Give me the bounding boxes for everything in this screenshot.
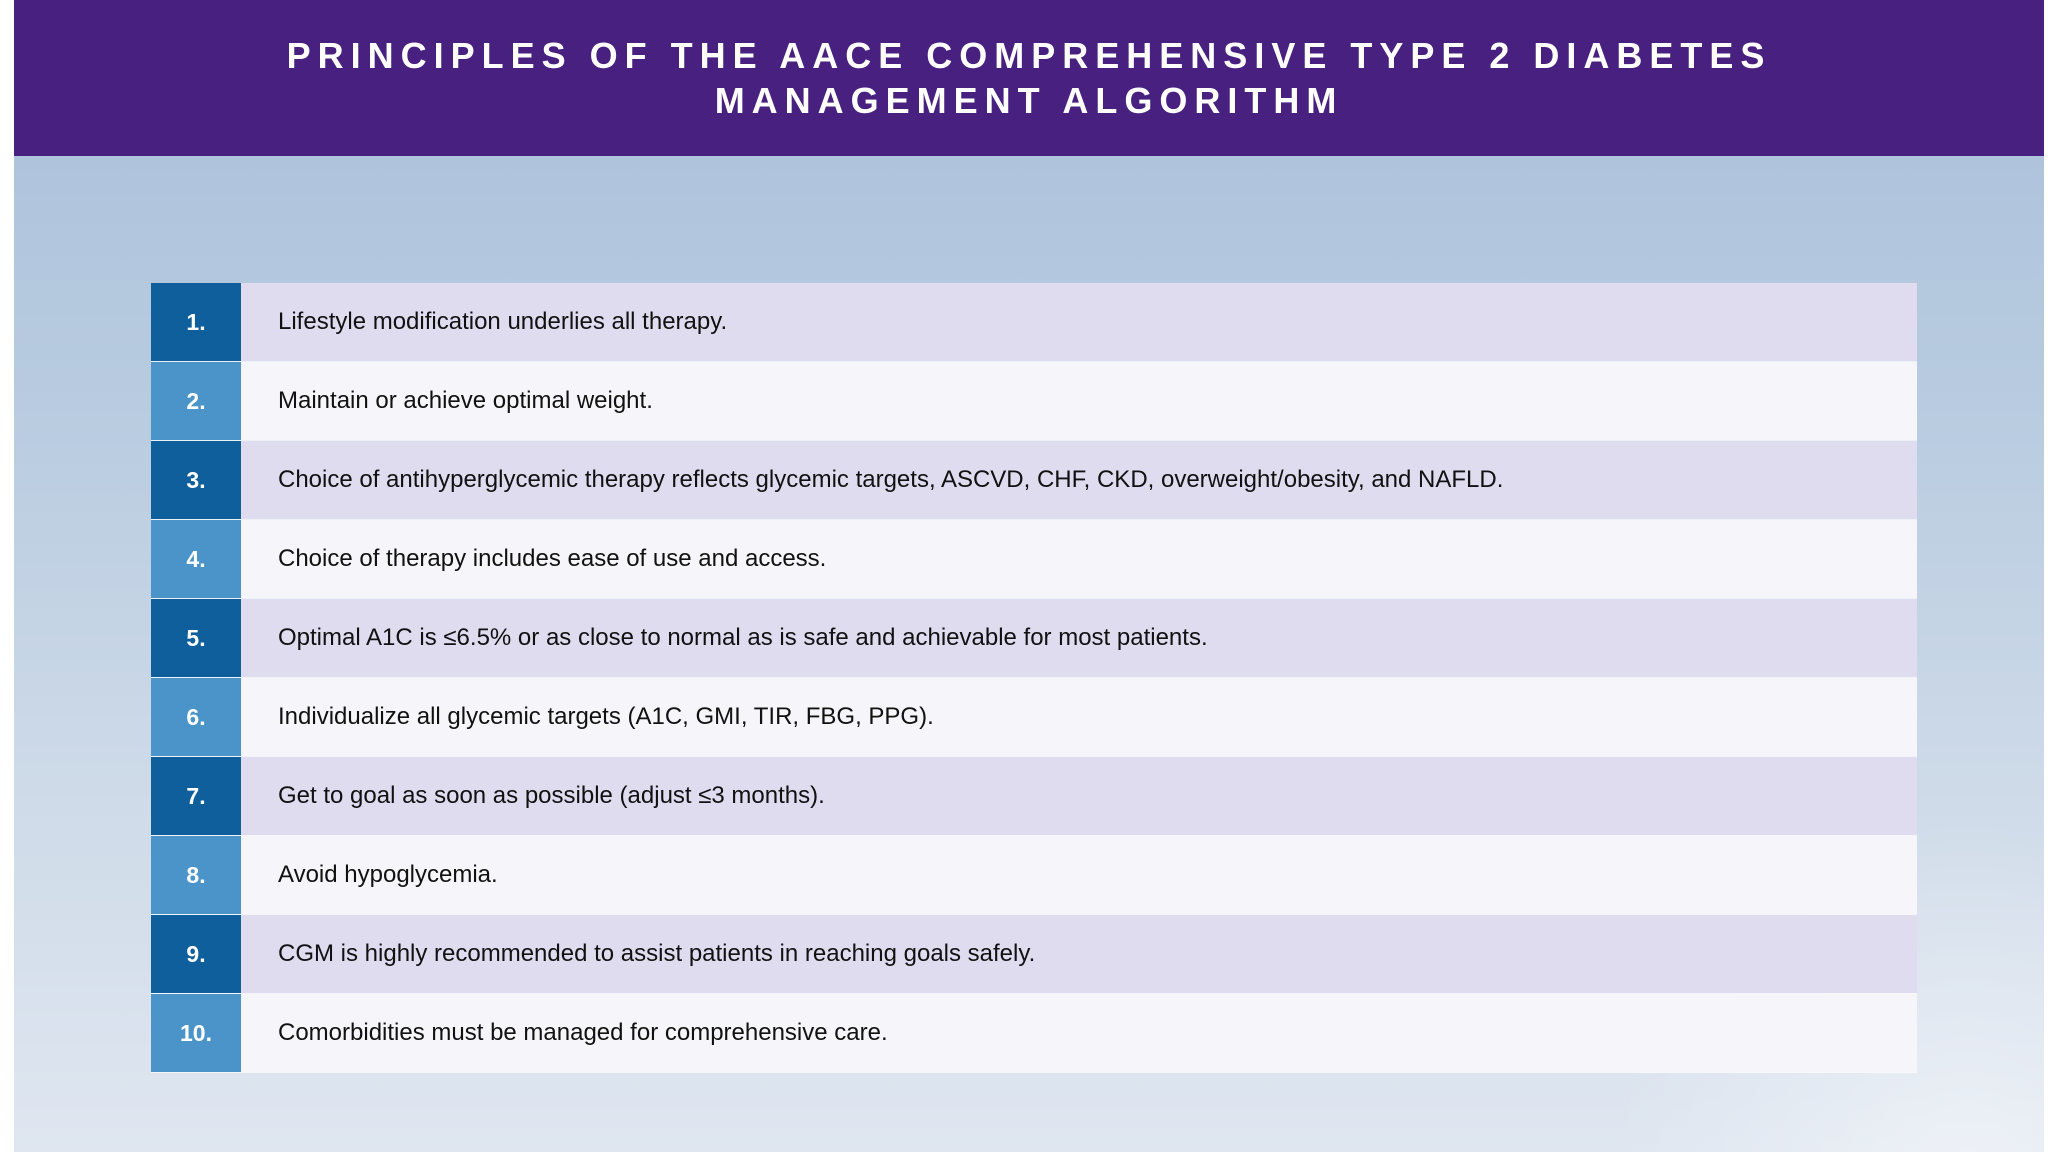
principle-text: Optimal A1C is ≤6.5% or as close to normal as is safe and achievable for most patients. [241, 599, 1917, 677]
table-row [151, 599, 1917, 678]
table-row [151, 283, 1917, 362]
table-row [151, 520, 1917, 599]
principle-number: 6. [151, 678, 241, 756]
table-row [151, 757, 1917, 836]
principle-text: Lifestyle modification underlies all therapy. [241, 283, 1917, 361]
table-row [151, 915, 1917, 994]
principle-number: 10. [151, 994, 241, 1072]
table-row [151, 994, 1917, 1073]
principle-text: Get to goal as soon as possible (adjust ≤3 months). [241, 757, 1917, 835]
table-row [151, 441, 1917, 520]
principle-number: 8. [151, 836, 241, 914]
principle-number: 3. [151, 441, 241, 519]
principle-text: Maintain or achieve optimal weight. [241, 362, 1917, 440]
table-row [151, 836, 1917, 915]
principle-number: 2. [151, 362, 241, 440]
principles-table [151, 283, 1917, 1073]
principle-text: CGM is highly recommended to assist patients in reaching goals safely. [241, 915, 1917, 993]
slide [14, 0, 2044, 1152]
principle-text: Choice of therapy includes ease of use and access. [241, 520, 1917, 598]
principle-number: 5. [151, 599, 241, 677]
principle-number: 7. [151, 757, 241, 835]
table-row [151, 362, 1917, 441]
principle-text: Individualize all glycemic targets (A1C, GMI, TIR, FBG, PPG). [241, 678, 1917, 756]
table-row [151, 678, 1917, 757]
principle-number: 9. [151, 915, 241, 993]
title-bar [14, 0, 2044, 156]
principle-number: 4. [151, 520, 241, 598]
slide-title: PRINCIPLES OF THE AACE COMPREHENSIVE TYPE 2 DIABETES MANAGEMENT ALGORITHM [286, 35, 1772, 121]
principle-text: Choice of antihyperglycemic therapy reflects glycemic targets, ASCVD, CHF, CKD, overweight/obesity, and NAFLD. [241, 441, 1917, 519]
principle-text: Comorbidities must be managed for comprehensive care. [241, 994, 1917, 1072]
principle-text: Avoid hypoglycemia. [241, 836, 1917, 914]
principle-number: 1. [151, 283, 241, 361]
